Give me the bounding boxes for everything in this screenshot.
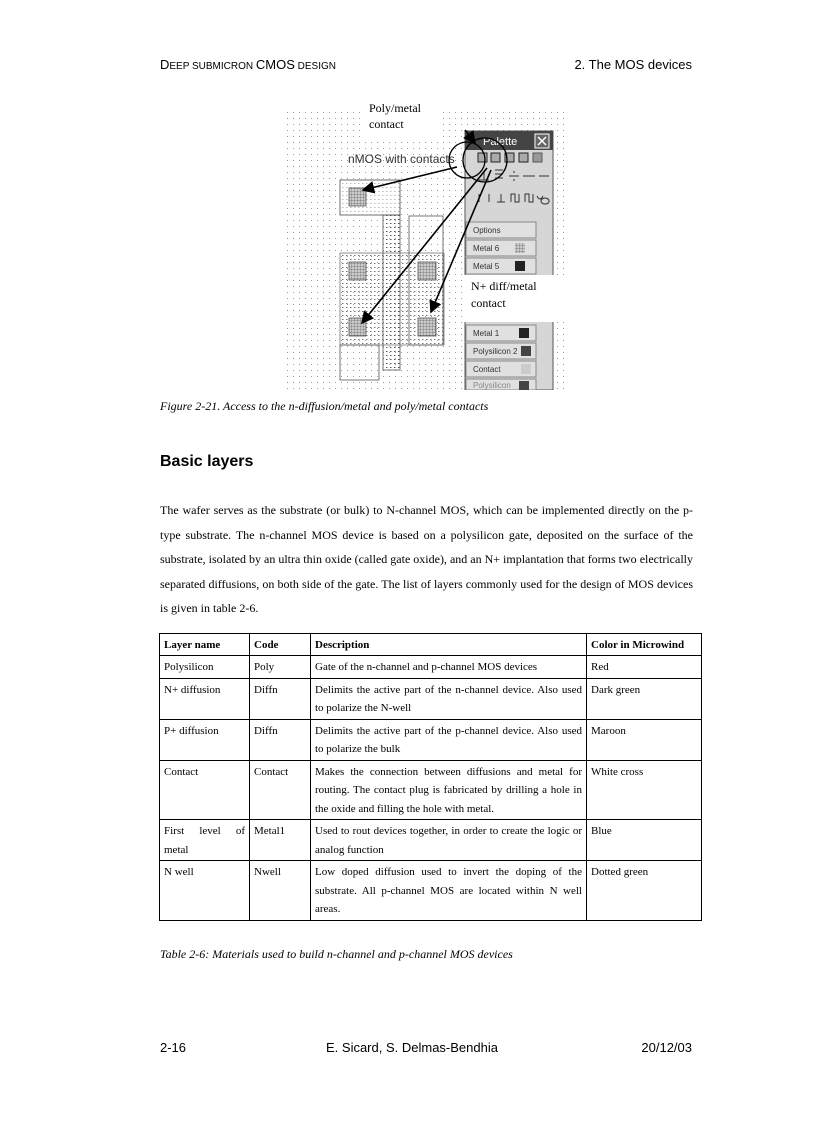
table-cell: Red [587, 656, 702, 679]
figure-shape [418, 318, 436, 336]
footer-page-number: 2-16 [160, 1040, 187, 1055]
label-nmos: nMOS with contacts [348, 152, 455, 166]
table-cell: N well [160, 861, 250, 921]
palette-title: Palette [483, 136, 518, 148]
table-row [160, 656, 702, 679]
figure-shape [515, 261, 525, 271]
table-row [160, 719, 702, 760]
table-cell: Delimits the active part of the p-channel device. Also used to polarize the bulk [311, 719, 587, 760]
palette-item-metal5: Metal 5 [473, 262, 500, 271]
figure-shape [478, 153, 487, 162]
figure-shape [491, 153, 500, 162]
palette-item-polysilicon: Polysilicon [473, 381, 511, 390]
label-ndiff-line2: contact [471, 296, 506, 310]
table-cell: Diffn [250, 719, 311, 760]
table-cell: Low doped diffusion used to invert the doping of the substrate. All p-channel MOS are located within N well areas. [311, 861, 587, 921]
table-cell: Dotted green [587, 861, 702, 921]
footer-date: 20/12/03 [641, 1040, 692, 1055]
table-cell: Color in Microwind [587, 633, 702, 656]
palette-item-contact: Contact [473, 365, 501, 374]
table-cell: Maroon [587, 719, 702, 760]
figure-shape [349, 262, 366, 280]
figure-shape [521, 346, 531, 356]
running-header-title: DEEP SUBMICRON CMOS DESIGN [160, 57, 337, 72]
body-paragraph: The wafer serves as the substrate (or bulk) to N-channel MOS, which can be implemented directly on the p-type substrate. The n-channel MOS device is based on a polysilicon gate, deposited on the surface of the substrate, isolated by an ultra thin oxide (called gate oxide), and an N+ implantation that forms two electrically separated diffusions, on both side of the gate. The list of layers commonly used for the design of MOS devices is given in table 2-6. [160, 503, 693, 615]
table-cell: Makes the connection between diffusions and metal for routing. The contact plug is fabricated by drilling a hole in the oxide and filling the hole with metal. [311, 760, 587, 820]
table-row [160, 820, 702, 861]
table-cell: Contact [160, 760, 250, 820]
table-cell: N+ diffusion [160, 678, 250, 719]
table-row [160, 678, 702, 719]
figure-shape [521, 364, 531, 374]
table-cell: First level of metal [160, 820, 250, 861]
figure-shape [533, 153, 542, 162]
table-row [160, 861, 702, 921]
table-cell: Diffn [250, 678, 311, 719]
figure-shape [418, 262, 436, 280]
figure-shape [285, 110, 567, 390]
table-row [160, 760, 702, 820]
table-header-row [160, 633, 702, 656]
table-cell: Blue [587, 820, 702, 861]
body-flow [159, 452, 702, 962]
layers-table [159, 633, 702, 921]
table-cell: Nwell [250, 861, 311, 921]
table-cell: Gate of the n-channel and p-channel MOS devices [311, 656, 587, 679]
table-cell: Layer name [160, 633, 250, 656]
label-poly-line1: Poly/metal [369, 101, 421, 115]
figure-shape [515, 243, 525, 253]
table-cell: Contact [250, 760, 311, 820]
table-cell: Used to rout devices together, in order to create the logic or analog function [311, 820, 587, 861]
palette-item-options: Options [473, 226, 501, 235]
palette-item-metal1: Metal 1 [473, 329, 500, 338]
footer-authors: E. Sicard, S. Delmas-Bendhia [326, 1040, 498, 1055]
figure-shape [340, 345, 379, 380]
figure-shape [519, 381, 529, 390]
figure-layout-screenshot [285, 100, 567, 390]
table-caption: Table 2-6: Materials used to build n-channel and p-channel MOS devices [160, 946, 513, 961]
table-cell: Poly [250, 656, 311, 679]
table-cell: P+ diffusion [160, 719, 250, 760]
table-cell: Metal1 [250, 820, 311, 861]
section-title: Basic layers [160, 453, 254, 470]
figure-caption: Figure 2-21. Access to the n-diffusion/metal and poly/metal contacts [160, 399, 489, 413]
palette-item-metal6: Metal 6 [473, 244, 500, 253]
palette-item-polysilicon2: Polysilicon 2 [473, 347, 518, 356]
table-cell: Code [250, 633, 311, 656]
label-ndiff-line1: N+ diff/metal [471, 279, 537, 293]
figure-shape [519, 328, 529, 338]
table-cell: Dark green [587, 678, 702, 719]
table-cell: White cross [587, 760, 702, 820]
running-header-chapter: 2. The MOS devices [574, 57, 692, 72]
label-poly-line2: contact [369, 117, 404, 131]
figure-shape [519, 153, 528, 162]
table-cell: Description [311, 633, 587, 656]
table-cell: Polysilicon [160, 656, 250, 679]
table-cell: Delimits the active part of the n-channel device. Also used to polarize the N-well [311, 678, 587, 719]
